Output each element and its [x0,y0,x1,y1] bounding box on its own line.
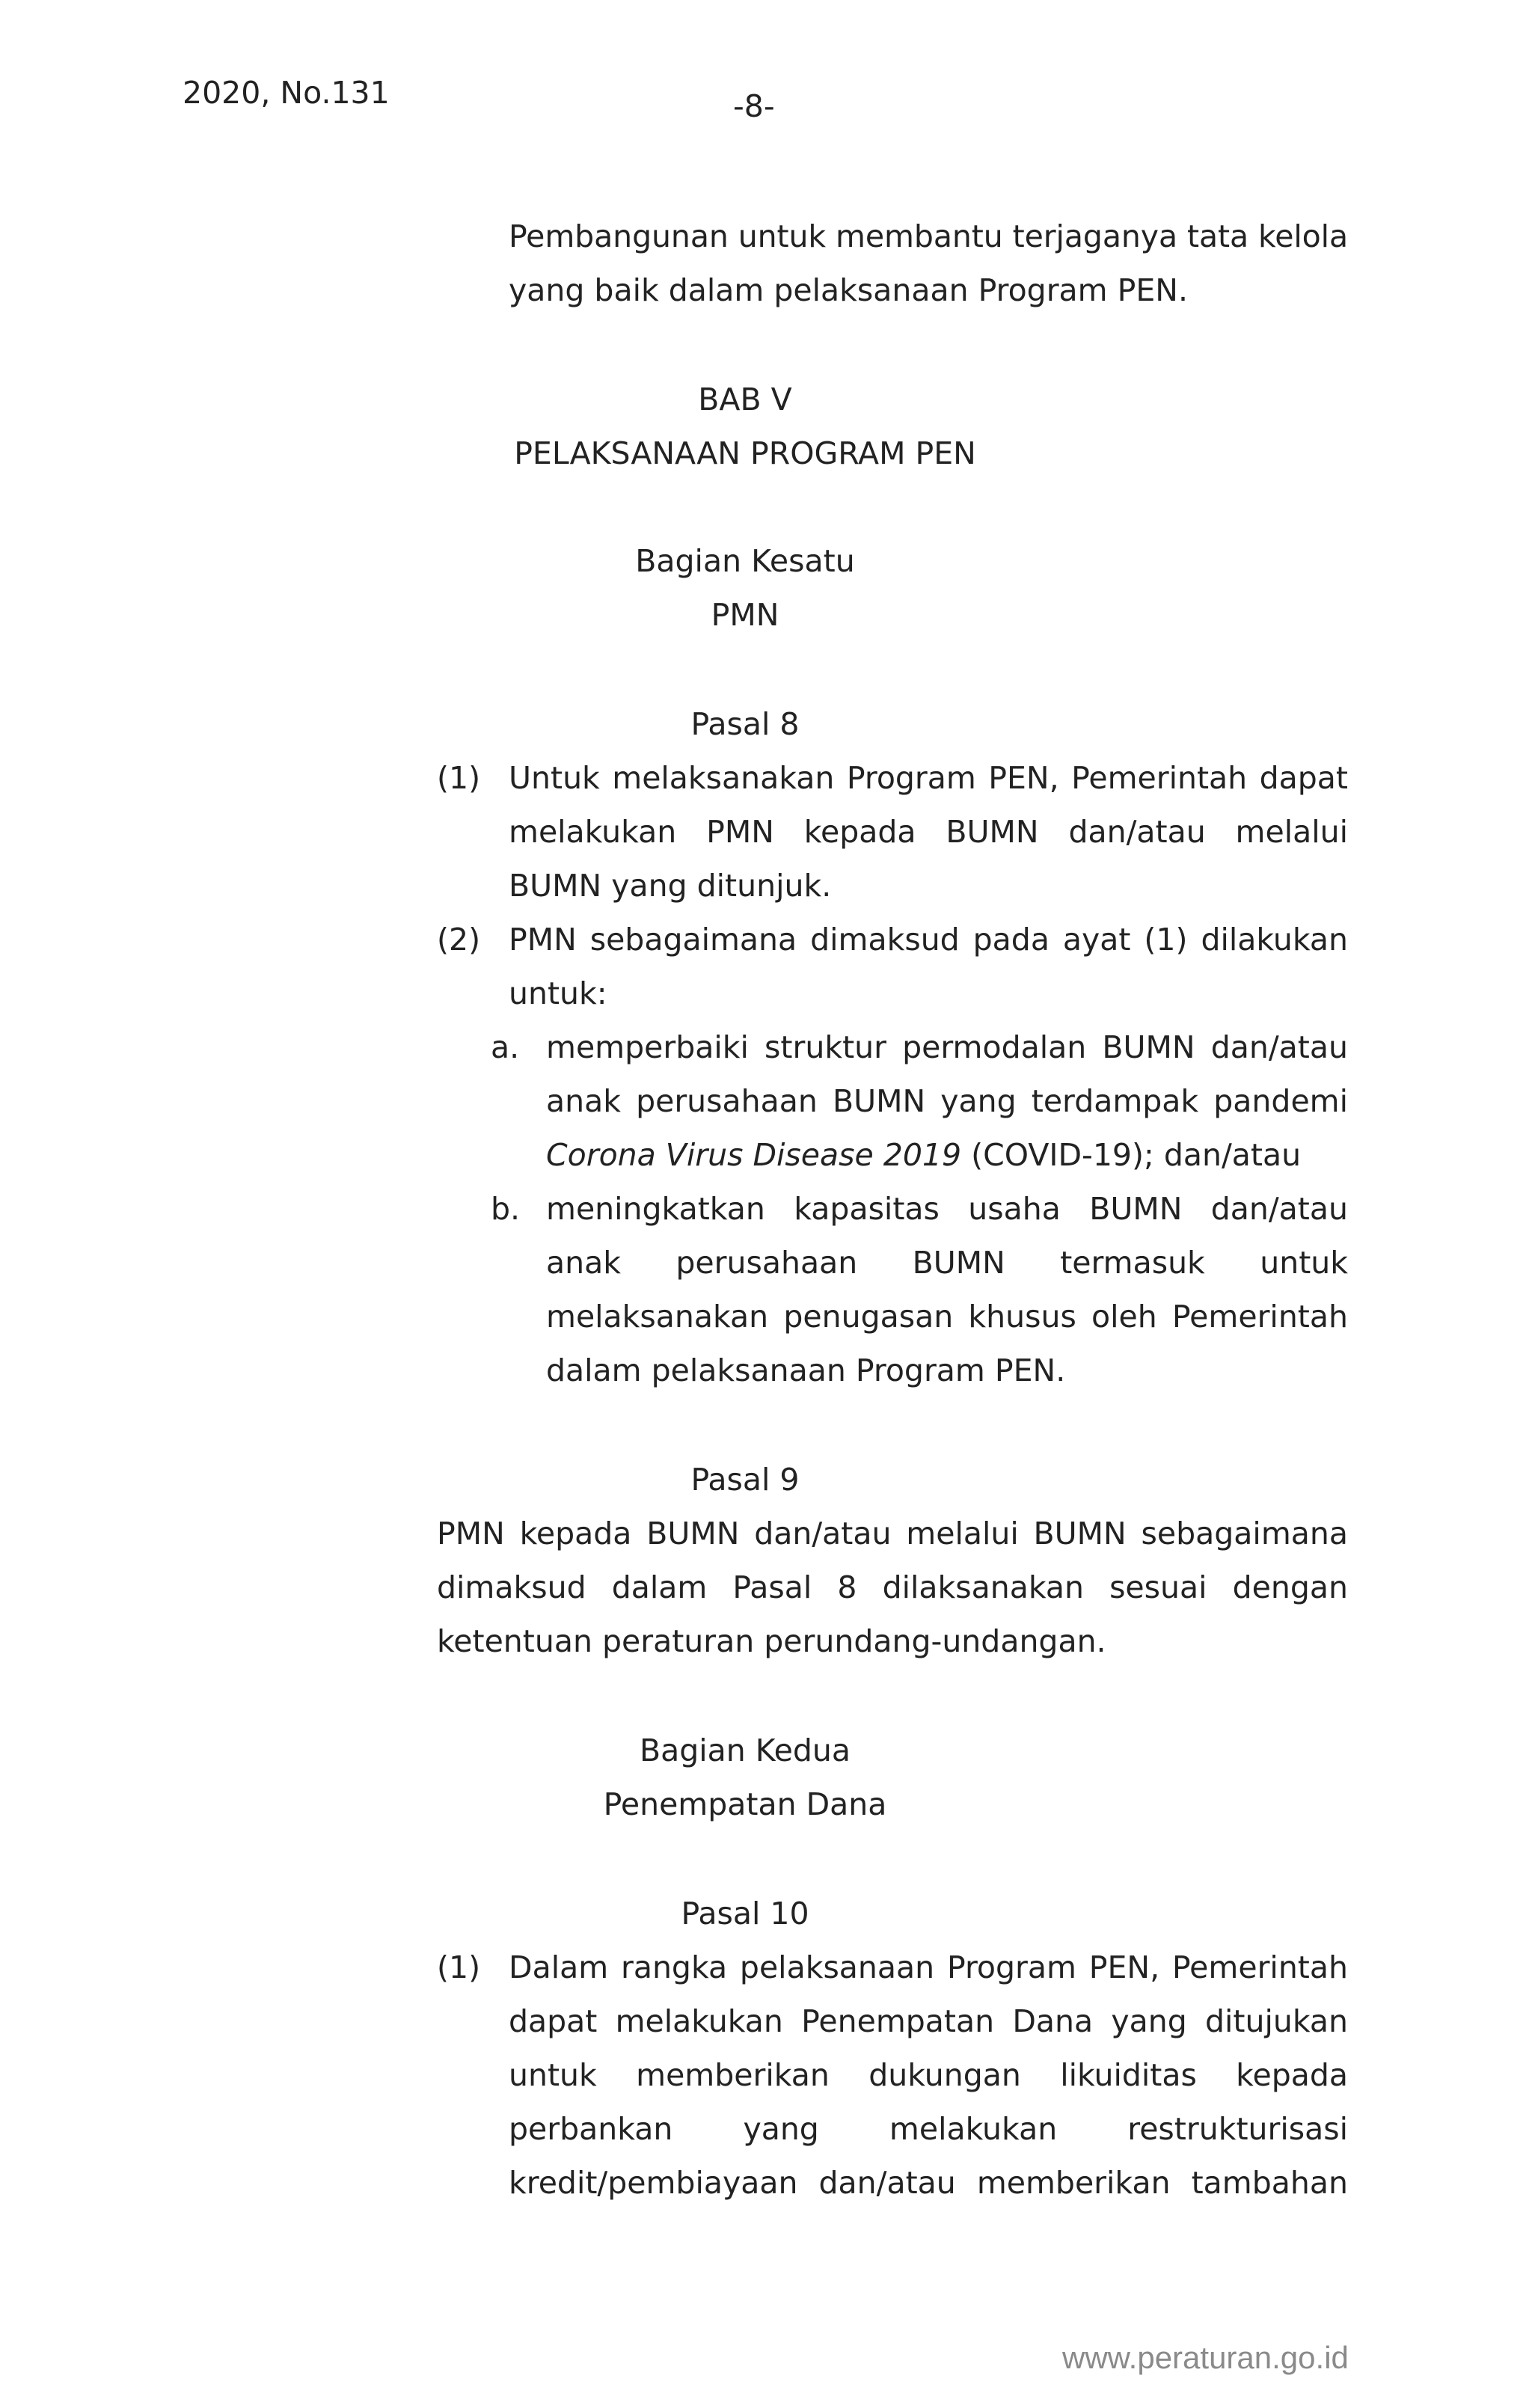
pasal-8-point-a-line-1-text: memperbaiki struktur permodalan BUMN dan/atau [546,1029,1348,1065]
pasal-8-point-b-label: b. [491,1191,521,1227]
pasal-9-line-2-text: dimaksud dalam Pasal 8 dilaksanakan sesuai dengan [437,1569,1348,1605]
pasal-10-item-1-number: (1) [437,1949,481,1985]
pasal-10-line-2 [509,2003,1348,2039]
pasal-8-point-a-line-3 [546,1137,1302,1173]
website-watermark: www.peraturan.go.id [1062,2340,1349,2375]
pasal-9-title: Pasal 9 [690,1462,800,1498]
page-number: -8- [733,88,775,124]
intro-line-1-text: Pembangunan untuk membantu terjaganya tata kelola [509,218,1348,254]
pasal-10-line-1 [509,1949,1348,1985]
part-1-subtitle: PMN [711,597,779,633]
pasal-8-item-1-line-3: BUMN yang ditunjuk. [509,868,832,904]
pasal-9-line-1-text: PMN kepada BUMN dan/atau melalui BUMN sebagaimana [437,1516,1348,1551]
pasal-8-point-a-line-3-rest: (COVID-19); dan/atau [961,1137,1302,1173]
pasal-8-item-1-line-1-text: Untuk melaksanakan Program PEN, Pemerintah dapat [509,760,1348,796]
pasal-8-item-2-number: (2) [437,922,481,958]
pasal-10-line-5-text: kredit/pembiayaan dan/atau memberikan tambahan [509,2165,1348,2201]
pasal-8-point-a-label: a. [491,1029,520,1065]
part-2-subtitle: Penempatan Dana [603,1786,887,1822]
pasal-8-point-b-line-3-text: melaksanakan penugasan khusus oleh Pemerintah [546,1299,1348,1335]
pasal-8-title: Pasal 8 [690,706,800,742]
part-1-title: Bagian Kesatu [635,543,855,579]
pasal-8-point-b-line-1 [546,1191,1348,1227]
pasal-9-line-3: ketentuan peraturan perundang-undangan. [437,1623,1106,1659]
pasal-8-item-2-line-2: untuk: [509,975,607,1011]
pasal-8-point-a-line-2 [546,1083,1348,1119]
pasal-10-line-5 [509,2165,1348,2201]
pasal-9-line-2 [437,1569,1348,1605]
pasal-10-title: Pasal 10 [681,1896,809,1931]
chapter-title: BAB V [698,382,792,417]
pasal-8-item-2-line-1 [509,922,1348,958]
pasal-8-item-1-line-2-text: melakukan PMN kepada BUMN dan/atau melalui [509,814,1348,850]
pasal-10-line-1-text: Dalam rangka pelaksanaan Program PEN, Pemerintah [509,1949,1348,1985]
part-2-title: Bagian Kedua [639,1733,851,1768]
pasal-8-item-1-line-1 [509,760,1348,796]
issue-number: 2020, No.131 [183,75,390,111]
pasal-8-point-b-line-2 [546,1245,1348,1281]
pasal-8-point-b-line-2-text: anak perusahaan BUMN termasuk untuk [546,1245,1348,1281]
pasal-8-item-1-number: (1) [437,760,481,796]
pasal-10-line-4 [509,2111,1348,2147]
pasal-8-item-1-line-2 [509,814,1348,850]
pasal-8-point-a-line-1 [546,1029,1348,1065]
intro-line-2: yang baik dalam pelaksanaan Program PEN. [509,272,1188,308]
pasal-10-line-3-text: untuk memberikan dukungan likuiditas kepada [509,2057,1348,2093]
pasal-10-line-3 [509,2057,1348,2093]
covid-term: Corona Virus Disease 2019 [546,1137,962,1173]
pasal-9-line-1 [437,1516,1348,1551]
pasal-8-point-b-line-1-text: meningkatkan kapasitas usaha BUMN dan/atau [546,1191,1348,1227]
pasal-10-line-2-text: dapat melakukan Penempatan Dana yang ditujukan [509,2003,1348,2039]
pasal-8-point-a-line-2-text: anak perusahaan BUMN yang terdampak pandemi [546,1083,1348,1119]
pasal-8-item-2-line-1-text: PMN sebagaimana dimaksud pada ayat (1) dilakukan [509,922,1348,958]
pasal-10-line-4-text: perbankan yang melakukan restrukturisasi [509,2111,1348,2147]
chapter-subtitle: PELAKSANAAN PROGRAM PEN [514,435,976,471]
pasal-8-point-b-line-4: dalam pelaksanaan Program PEN. [546,1352,1066,1388]
intro-line-1 [509,218,1348,254]
pasal-8-point-b-line-3 [546,1299,1348,1335]
